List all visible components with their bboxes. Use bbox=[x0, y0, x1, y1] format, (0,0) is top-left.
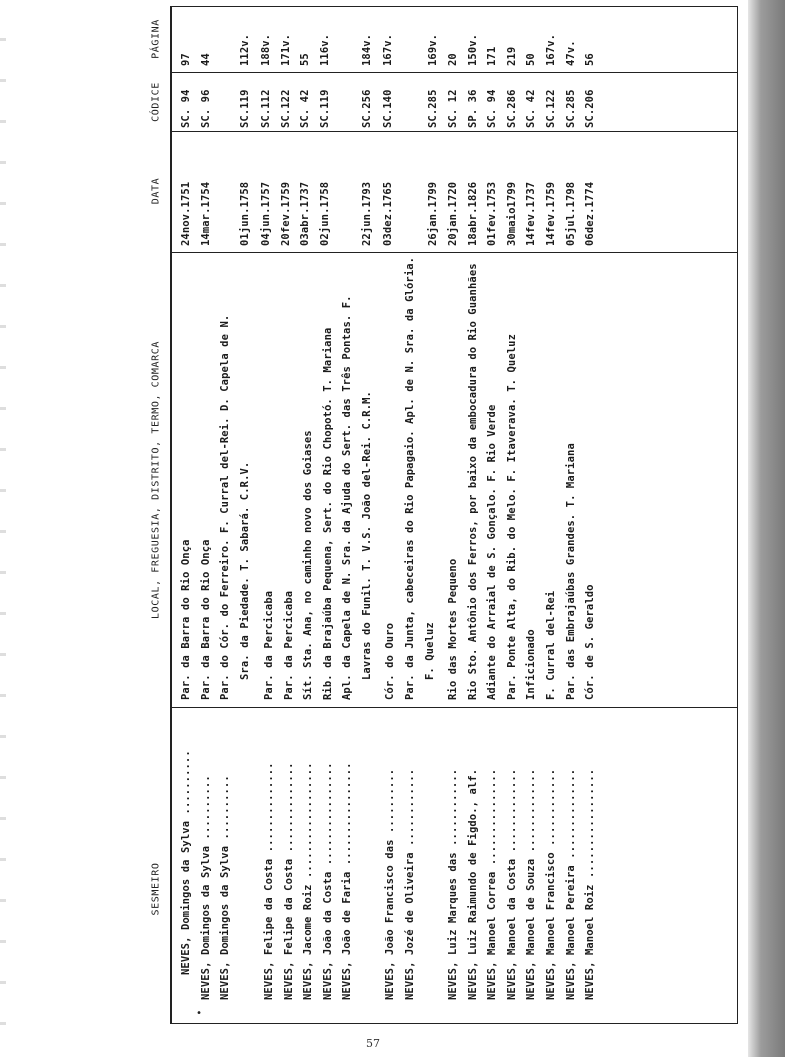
sesmeiro-cell: NEVES, Jacome Roiz .................. bbox=[302, 762, 314, 1000]
sesmeiro-cell: NEVES, Manoel Pereira .............. bbox=[565, 768, 577, 1000]
pagina-cell: 150v. bbox=[467, 33, 479, 66]
local-cell: Cór. do Ouro bbox=[384, 622, 396, 700]
pagina-cell: 171v. bbox=[280, 33, 292, 66]
header-sesmeiro: SESMEIRO bbox=[150, 862, 162, 916]
date-cell: 06dez.1774 bbox=[584, 181, 596, 246]
date-cell: 14mar.1754 bbox=[200, 181, 212, 246]
sesmeiro-cell: NEVES, João Francisco das .......... bbox=[384, 768, 396, 1000]
date-cell: 01jun.1758 bbox=[239, 181, 251, 246]
pagina-cell: 219 bbox=[506, 46, 518, 66]
local-cell: Par. da Barra do Rio Onça bbox=[180, 539, 192, 700]
pagina-cell: 184v. bbox=[361, 33, 373, 66]
header-data: DATA bbox=[150, 177, 162, 205]
pagina-cell: 188v. bbox=[260, 33, 272, 66]
date-cell: 02jun.1758 bbox=[319, 181, 331, 246]
local-cell: Par. Ponte Alta, do Rib. do Melo. F. Itaverava. T. Queluz bbox=[506, 333, 518, 700]
date-cell: 20jan.1720 bbox=[447, 181, 459, 246]
pagina-cell: 167v. bbox=[545, 33, 557, 66]
sesmeiro-cell: NEVES, Luiz Raimundo de Figdo., alf. bbox=[467, 768, 479, 1000]
codice-cell: SC. 94 bbox=[486, 89, 498, 128]
codice-cell: SC.286 bbox=[506, 89, 518, 128]
sesmeiro-cell: NEVES, Manoel da Costa ............. bbox=[506, 768, 518, 1000]
codice-cell: SC.140 bbox=[382, 89, 394, 128]
local-cell: Rib. da Brajaúba Pequena, Sert. do Rio Chopotó. T. Mariana bbox=[322, 327, 334, 700]
sesmeiro-cell: NEVES, Manoel Correa ............... bbox=[486, 768, 498, 1000]
codice-cell: SC. 42 bbox=[525, 89, 537, 128]
codice-cell: SC.119 bbox=[319, 89, 331, 128]
pagina-cell: 56 bbox=[584, 53, 596, 66]
pagina-cell: 171 bbox=[486, 46, 498, 66]
codice-cell: SC. 42 bbox=[299, 89, 311, 128]
date-cell: 14fev.1759 bbox=[545, 181, 557, 246]
local-cell: Par. das Embrajaúbas Grandes. T. Mariana bbox=[565, 443, 577, 700]
divider-data-codice bbox=[170, 131, 738, 132]
sesmeiro-cell: NEVES, João de Faria ................ bbox=[341, 762, 353, 1000]
sesmeiro-cell: NEVES, Jozé de Oliveira ............ bbox=[404, 768, 416, 1000]
codice-cell: SC. 94 bbox=[180, 89, 192, 128]
pagina-cell: 112v. bbox=[239, 33, 251, 66]
local-cell: F. Queluz bbox=[424, 622, 436, 680]
divider-local-data bbox=[170, 252, 738, 253]
sesmeiro-cell: NEVES, Felipe da Costa .............. bbox=[263, 762, 275, 1000]
sesmeiro-cell: NEVES, Luiz Marques das ............ bbox=[447, 768, 459, 1000]
sesmeiro-cell: NEVES, João da Costa ................ bbox=[322, 762, 334, 1000]
codice-cell: SC.122 bbox=[280, 89, 292, 128]
bullet-marker: • bbox=[196, 1008, 203, 1019]
local-cell: Rio Sto. Antônio dos Ferros, por baixo da embocadura do Rio Guanhães bbox=[467, 263, 479, 700]
sesmeiro-cell: NEVES, Manoel Roiz ................. bbox=[584, 768, 596, 1000]
codice-cell: SC.285 bbox=[427, 89, 439, 128]
pagina-cell: 50 bbox=[525, 53, 537, 66]
date-cell: 03abr.1737 bbox=[299, 181, 311, 246]
codice-cell: SC. 96 bbox=[200, 89, 212, 128]
date-cell: 20fev.1759 bbox=[280, 181, 292, 246]
header-row-divider bbox=[171, 6, 172, 1024]
codice-cell: SC.285 bbox=[565, 89, 577, 128]
date-cell: 24nov.1751 bbox=[180, 181, 192, 246]
local-cell: Par. da Percicaba bbox=[263, 590, 275, 700]
local-cell: Lavras do Funil. T. V.S. João del-Rei. C.R.M. bbox=[361, 391, 373, 680]
date-cell: 18abr.1826 bbox=[467, 181, 479, 246]
sesmeiro-cell: NEVES, Domingos da Sylva .......... bbox=[219, 775, 231, 1000]
sesmeiro-cell: NEVES, Felipe da Costa .............. bbox=[283, 762, 295, 1000]
scan-edge-marks bbox=[0, 0, 6, 1057]
binding-shadow bbox=[748, 0, 785, 1057]
local-cell: Adiante do Arraial de S. Gonçalo. F. Rio Verde bbox=[486, 404, 498, 700]
date-cell: 03dez.1765 bbox=[382, 181, 394, 246]
page-number: 57 bbox=[366, 1037, 380, 1050]
date-cell: 30maio1799 bbox=[506, 181, 518, 246]
sesmeiro-cell: NEVES, Domingos da Sylva .......... bbox=[200, 775, 212, 1000]
header-pagina: PÁGINA bbox=[150, 19, 162, 59]
sesmeiro-cell: NEVES, Domingos da Sylva .......... bbox=[180, 750, 192, 975]
header-local: LOCAL, FREGUESIA, DISTRITO, TERMO, COMARCA bbox=[150, 340, 162, 620]
date-cell: 01fev.1753 bbox=[486, 181, 498, 246]
local-cell: F. Curral del-Rei bbox=[545, 590, 557, 700]
local-cell: Apl. da Capela de N. Sra. da Ajuda do Sert. das Três Pontas. F. bbox=[341, 295, 353, 700]
codice-cell: SC. 12 bbox=[447, 89, 459, 128]
sesmeiro-cell: NEVES, Manoel Francisco ............ bbox=[545, 768, 557, 1000]
local-cell: Par. da Percicaba bbox=[283, 590, 295, 700]
sesmeiro-cell: NEVES, Manoel de Souza ............. bbox=[525, 768, 537, 1000]
pagina-cell: 169v. bbox=[427, 33, 439, 66]
date-cell: 26jan.1799 bbox=[427, 181, 439, 246]
local-cell: Sra. da Piedade. T. Sabará. C.R.V. bbox=[239, 461, 251, 680]
codice-cell: SC.256 bbox=[361, 89, 373, 128]
divider-sesmeiro-local bbox=[170, 707, 738, 708]
pagina-cell: 97 bbox=[180, 53, 192, 66]
local-cell: Rio das Mortes Pequeno bbox=[447, 558, 459, 700]
local-cell: Inficionado bbox=[525, 629, 537, 700]
codice-cell: SC.206 bbox=[584, 89, 596, 128]
codice-cell: SC.119 bbox=[239, 89, 251, 128]
codice-cell: SP. 36 bbox=[467, 89, 479, 128]
date-cell: 05jul.1798 bbox=[565, 181, 577, 246]
pagina-cell: 20 bbox=[447, 53, 459, 66]
pagina-cell: 47v. bbox=[565, 40, 577, 66]
date-cell: 22jun.1793 bbox=[361, 181, 373, 246]
date-cell: 04jun.1757 bbox=[260, 181, 272, 246]
local-cell: Par. da Barra do Rio Onça bbox=[200, 539, 212, 700]
pagina-cell: 116v. bbox=[319, 33, 331, 66]
pagina-cell: 167v. bbox=[382, 33, 394, 66]
divider-codice-pagina bbox=[170, 72, 738, 73]
header-codice: CÓDICE bbox=[150, 82, 162, 122]
local-cell: Par. do Cór. do Ferreiro. F. Curral del-Rei. D. Capela de N. bbox=[219, 314, 231, 700]
date-cell: 14fev.1737 bbox=[525, 181, 537, 246]
pagina-cell: 44 bbox=[200, 53, 212, 66]
codice-cell: SC.122 bbox=[545, 89, 557, 128]
local-cell: Cór. de S. Geraldo bbox=[584, 584, 596, 700]
local-cell: Sít. Sta. Ana, no caminho novo dos Goiases bbox=[302, 430, 314, 700]
local-cell: Par. da Junta, cabeceiras do Rio Papagaio. Apl. de N. Sra. da Glória. bbox=[404, 256, 416, 700]
codice-cell: SC.112 bbox=[260, 89, 272, 128]
pagina-cell: 55 bbox=[299, 53, 311, 66]
